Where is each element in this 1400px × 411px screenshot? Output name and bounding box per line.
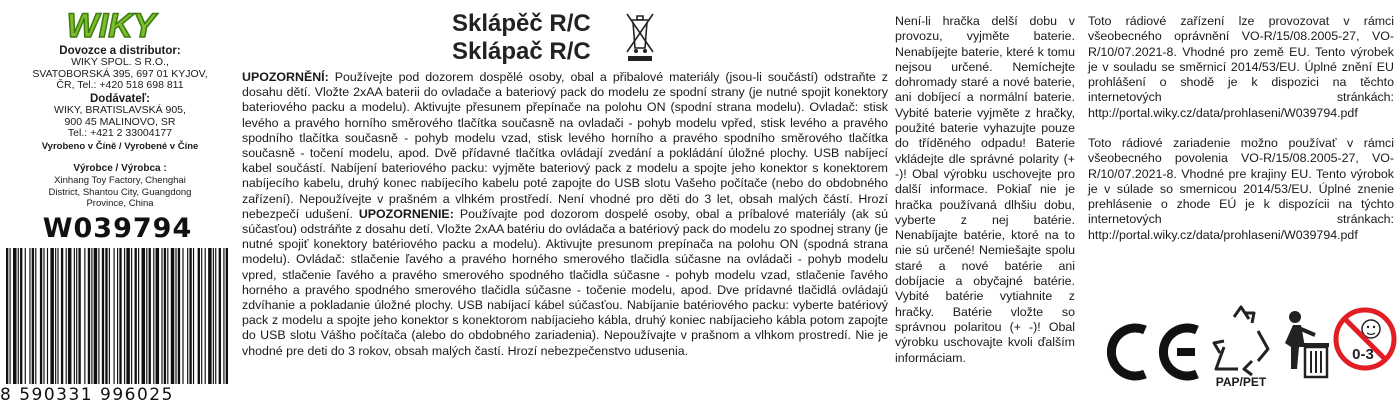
barcode-bar xyxy=(47,248,48,384)
barcode-bar xyxy=(182,248,183,384)
barcode-bar xyxy=(55,248,56,384)
tidyman-icon xyxy=(1275,307,1333,389)
importer-address xyxy=(0,57,240,92)
barcode-bar xyxy=(198,248,200,384)
barcode-bar xyxy=(25,248,26,384)
barcode-bar xyxy=(119,248,121,384)
barcode-bar xyxy=(149,248,151,384)
supplier-line: 900 45 MALINOVO, SR xyxy=(64,115,176,128)
barcode-bar xyxy=(94,248,98,384)
importer-heading: Dovozce a distributor: xyxy=(59,45,181,57)
barcode xyxy=(6,248,228,384)
barcode-bar xyxy=(175,248,176,384)
barcode-bar xyxy=(219,248,221,384)
warning-text xyxy=(242,70,888,359)
importer-line: ČR, Tel.: +420 518 698 811 xyxy=(56,79,184,91)
manufacturer-line: District, Shantou City, Guangdong xyxy=(48,186,192,198)
manufacturer-heading: Výrobce / Výrobca : xyxy=(73,163,167,174)
importer-line: SVATOBORSKÁ 395, 697 01 KYJOV, xyxy=(32,67,208,80)
made-in-line: Vyrobeno v Číně / Vyrobené v Číne xyxy=(41,141,199,152)
barcode-bar xyxy=(171,248,175,384)
barcode-bar xyxy=(117,248,118,384)
warning-label-sk: UPOZORNENIE: xyxy=(358,206,454,221)
barcode-bar xyxy=(32,248,34,384)
barcode-bar xyxy=(20,248,22,384)
age-label: 0-3 xyxy=(1352,346,1374,363)
manufacturer-address xyxy=(0,175,240,210)
supplier-heading: Dodávateľ: xyxy=(89,93,151,105)
barcode-bar xyxy=(76,248,77,384)
barcode-bar xyxy=(187,248,188,384)
barcode-bar xyxy=(124,248,125,384)
title-sk: Sklápač R/C xyxy=(452,38,591,65)
recycle-label: PAP/PET xyxy=(1215,375,1267,389)
declaration-sk: Toto rádiové zariadenie možno používať v rámci všeobecného povolenia VO-R/15/08.2005-27, VO-R/10/07.2021-8. Vhodné pre krajiny EU. Tento výrobok je v súlade so smernicou 2014/53/EU. Úplné znenie prehlásenie o zhode EÚ je k dispozícii na týchto internetových stránkach: http://portal.wiky.cz/data/prohlaseni/W039794.pdf xyxy=(1088,136,1394,242)
product-code: W039794 xyxy=(42,213,193,244)
barcode-bar xyxy=(105,248,107,384)
battery-instructions: Není-li hračka delší dobu v provozu, vyjměte baterie. Nenabíjejte baterie, které k tomu nejsou určené. Nemíchejte dohromady staré a nové baterie, ani dobíjecí a normální baterie. Vybité baterie vyjměte z hračky, použité baterie vyhazujte pouze do tříděného odpadu! Baterie vkládejte dle správné polarity (+ -)! Obal výrobku uschovejte pro další informace. Pokiaľ nie je hračka používaná dlhšiu dobu, vyberte z nej batérie. Nenabíjajte batérie, ktoré na to nie sú určené! Nemiešajte spolu staré a nové batérie ani dobíjacie a obyčajné batérie. Vybité batérie vytiahnite z hračky. Batérie vložte so správnou polaritou (+ -)! Obal výrobku uschovajte kvoli ďalším informáciam. xyxy=(895,14,1075,365)
logo-text: WIKY xyxy=(66,7,156,44)
supplier-address xyxy=(0,105,240,140)
barcode-bar xyxy=(213,248,214,384)
title-cz: Sklápěč R/C xyxy=(452,10,591,37)
barcode-bar xyxy=(18,248,19,384)
barcode-bar xyxy=(66,248,67,384)
barcode-bar xyxy=(78,248,80,384)
barcode-bar xyxy=(178,248,180,384)
barcode-bar xyxy=(201,248,202,384)
barcode-bar xyxy=(43,248,44,384)
barcode-bar xyxy=(109,248,110,384)
ce-mark-icon xyxy=(1097,322,1205,382)
made-in xyxy=(0,141,240,152)
barcode-bar xyxy=(57,248,58,384)
barcode-bar xyxy=(84,248,85,384)
barcode-bar xyxy=(74,248,75,384)
barcode-bar xyxy=(102,248,104,384)
barcode-bar xyxy=(193,248,194,384)
warning-text-cz: Používejte pod dozorem dospělé osoby, obal a přibalové materiály (jsou-li součástí) odstraňte z dosahu dětí. Vložte 2xAA baterii do ovladače a bateriový pack do modelu ze spodní strany (je nutné spojit konektory bateriového packu a modelu). Aktivujte přesunem přepínače na polohu ON (spodní strana modelu). Ovladač: stisk levého a pravého horního směrového tlačítka současně na ovladači - pohyb modelu vpřed, stisk levého a pravého spodního tlačítka současně - pohyb modelu vzad, stisk levého horního a pravého spodního směrového tlačítka současně - točení modelu, apod. Dvě přídavné tlačítka ovládají zvedání a pokládání úložné plochy. USB nabíjecí kabel součástí. Nabíjení bateriového packu: vyjměte bateriový pack z modelu a spojte jeho konektor s konektorem nabíjecího kabelu, druhý konec nabíjecího kabelu poté zapojte do USB slotu Vašeho počítače (nebo do obdobného zařízení). Nepoužívejte v prašném a vlhkém prostředí. Není vhodné pro děti do 3 let, obsah malých částí. Hrozí nebezpečí udušení. xyxy=(242,70,888,221)
barcode-bar xyxy=(50,248,54,384)
barcode-bar xyxy=(215,248,216,384)
barcode-bar xyxy=(98,248,99,384)
barcode-bar xyxy=(135,248,137,384)
declaration-cz: Toto rádiové zařízení lze provozovat v rámci všeobecného oprávnění VO-R/15/08.2005-27, VO-R/10/07.2021-8. Vhodné pro země EU. Tento výrobek je v souladu se směrnicí 2014/53/EU. Úplné znění EU prohlášení o shodě je k dispozici na těchto internetových stránkách: http://portal.wiky.cz/data/prohlaseni/W039794.pdf xyxy=(1088,14,1394,120)
barcode-bar xyxy=(161,248,162,384)
manufacturer-line: Xinhang Toy Factory, Chenghai xyxy=(54,175,186,186)
barcode-bar xyxy=(153,248,154,384)
wiky-logo xyxy=(52,4,170,44)
barcode-bar xyxy=(138,248,139,384)
barcode-bar xyxy=(189,248,191,384)
barcode-bar xyxy=(156,248,160,384)
barcode-bar xyxy=(142,248,146,384)
barcode-bar xyxy=(61,248,63,384)
barcode-bar xyxy=(35,248,36,384)
crossed-bin-icon xyxy=(623,10,657,62)
barcode-bar xyxy=(10,248,11,384)
barcode-bar xyxy=(91,248,92,384)
age-warning-icon xyxy=(1333,307,1397,373)
recycle-icon xyxy=(1208,303,1274,378)
barcode-bar xyxy=(113,248,114,384)
warning-text-sk: Používajte pod dozorom dospelé osoby, obal a príbalové materiály (ak sú súčasťou) odstráňte z dosahu detí. Vložte 2xAA batériu do ovládača a batériový pack do modelu zo spodnej strany (je nutné spojiť konektory batériového packu a modelu). Aktivujte presunom prepínača na polohu ON (spodná strana modelu). Ovládač: stlačenie ľavého a pravého horného smerového tlačidla súčasne na ovládači - pohyb modelu vpred, stlačenie ľavého a pravého smerového spodného tlačidla súčasne - pohyb modelu vzad, stlačenie ľavého horného a pravého spodného smerového tlačidla súčasne - točenie modelu, apod. Dve prídavné tlačidlá ovládajú zdvíhanie a pokladanie úložné plochy. USB nabíjací kábel súčasťou. Nabíjanie batériového packu: vyberte batériový pack z modelu a spojte jeho konektor s konektorom nabíjacieho kábla, druhý koniec nabíjacieho kábla potom zapojte do USB slotu Vášho počítača (alebo do obdobného zariadenia). Nepoužívajte v prašnom a vlhkom prostredí. Nie je vhodné pre deti do 3 rokov, obsah malých častí. Hrozí nebezpečenstvo udusenia. xyxy=(242,206,888,358)
importer-line: WIKY SPOL. S R.O., xyxy=(71,56,169,68)
barcode-bar xyxy=(205,248,206,384)
supplier-line: Tel.: +421 2 33004177 xyxy=(67,127,173,139)
barcode-bar xyxy=(88,248,90,384)
barcode-bar xyxy=(29,248,30,384)
barcode-bar xyxy=(68,248,72,384)
barcode-bar xyxy=(226,248,228,384)
barcode-bar xyxy=(6,248,8,384)
barcode-bar xyxy=(208,248,212,384)
barcode-bar xyxy=(223,248,224,384)
barcode-bar xyxy=(146,248,147,384)
barcode-bar xyxy=(131,248,132,384)
barcode-digits: 8 590331 996025 xyxy=(0,385,174,405)
barcode-bar xyxy=(13,248,17,384)
barcode-bar xyxy=(126,248,130,384)
barcode-bar xyxy=(164,248,166,384)
supplier-line: WIKY, BRATISLAVSKÁ 905, xyxy=(54,104,186,116)
barcode-bar xyxy=(40,248,42,384)
warning-label-cz: UPOZORNĚNÍ: xyxy=(242,70,329,84)
manufacturer-line: Province, China xyxy=(86,198,154,209)
barcode-bar xyxy=(167,248,168,384)
